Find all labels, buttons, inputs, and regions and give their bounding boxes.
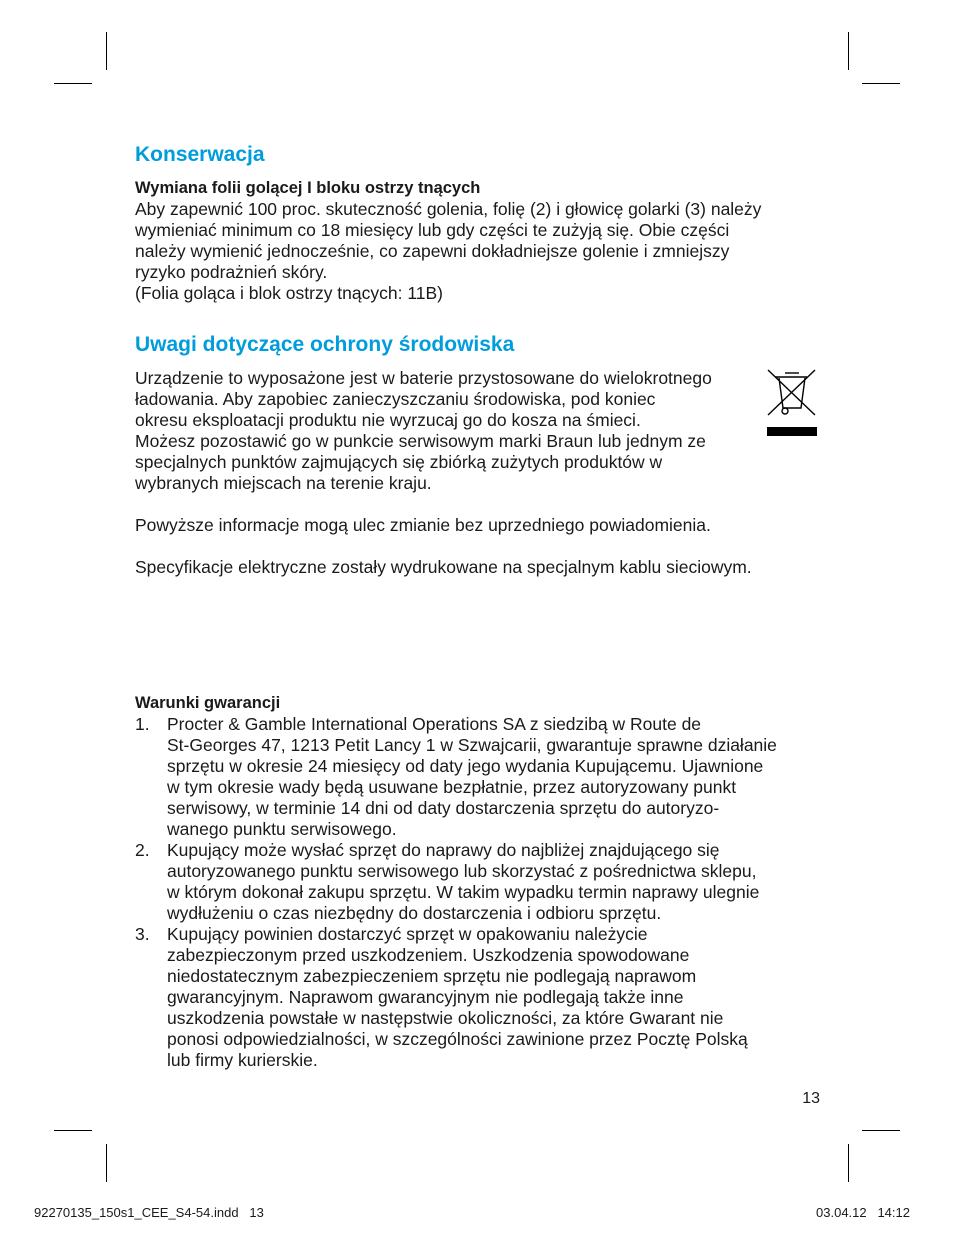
footer-date-info: 03.04.12 14:12 (816, 1205, 910, 1220)
change-notice: Powyższe informacje mogą ulec zmianie bez uprzedniego powiadomienia. (135, 515, 711, 535)
environment-section (135, 330, 825, 578)
warranty-section (135, 693, 825, 1071)
warranty-list (135, 714, 825, 1071)
list-item (135, 840, 825, 924)
crop-mark (862, 1130, 900, 1131)
footer-file-info: 92270135_150s1_CEE_S4-54.indd 13 (34, 1205, 264, 1220)
conservation-section (135, 140, 825, 304)
crop-mark (848, 1144, 849, 1182)
crop-mark (106, 32, 107, 70)
list-item-text: Kupujący powinien dostarczyć sprzęt w opakowaniu należycie zabezpieczonym przed uszkodzeniem. Uszkodzenia spowodowane niedostatecznym zabezpieczeniem sprzętu nie podlegają naprawom gwarancyjnym. Naprawom gwarancyjnym nie podlegają także inne uszkodzenia powstałe w następstwie okoliczności, za które Gwarant nie ponosi odpowiedzialności, w szczególności zawinione przez Pocztę Polską lub firmy kurierskie. (167, 924, 748, 1070)
list-item (135, 924, 825, 1071)
list-item (135, 714, 825, 840)
list-item-text: Procter & Gamble International Operations SA z siedzibą w Route de St-Georges 47, 1213 Petit Lancy 1 w Szwajcarii, gwarantuje sprawne działanie sprzętu w okresie 24 miesięcy od daty jego wydania Kupującemu. Ujawnione w tym okresie wady będą usuwane bezpłatnie, przez autoryzowany punkt serwisowy, w terminie 14 dni od daty dostarczenia sprzętu do autoryzo- wanego punktu serwisowego. (167, 714, 777, 839)
warranty-heading: Warunki gwarancji (135, 694, 281, 712)
crop-mark (848, 32, 849, 70)
page-content (135, 140, 825, 1071)
list-item-number: 1. (135, 714, 150, 734)
crop-mark (54, 1130, 92, 1131)
environment-text: Urządzenie to wyposażone jest w baterie przystosowane do wielokrotnego ładowania. Aby zapobiec zanieczyszczaniu środowiska, pod koniec okresu eksploatacji produktu nie wyrzucaj go do kosza na śmieci. Możesz pozostawić go w punkcie serwisowym marki Braun lub jednym ze specjalnych punktów zajmujących się zbiórką zużytych produktów w wybranych miejscach na terenie kraju. (135, 368, 712, 493)
electrical-specs-note: Specyfikacje elektryczne zostały wydrukowane na specjalnym kablu sieciowym. (135, 557, 752, 577)
list-item-text: Kupujący może wysłać sprzęt do naprawy do najbliżej znajdującego się autoryzowanego punktu serwisowego lub skorzystać z pośrednictwa sklepu, w którym dokonał zakupu sprzętu. W takim wypadku termin naprawy ulegnie wydłużeniu o czas niezbędny do dostarczenia i odbioru sprzętu. (167, 840, 760, 923)
list-item-number: 2. (135, 840, 150, 860)
conservation-heading: Konserwacja (135, 143, 265, 166)
crossed-out-wheelie-bin-icon (765, 368, 819, 445)
environment-heading: Uwagi dotyczące ochrony środowiska (135, 333, 515, 356)
blade-replacement-subheading: Wymiana folii golącej I bloku ostrzy tnących (135, 179, 481, 197)
crop-mark (54, 83, 92, 84)
crop-mark (862, 83, 900, 84)
blade-replacement-text: Aby zapewnić 100 proc. skuteczność golenia, folię (2) i głowicę golarki (3) należy wymieniać minimum co 18 miesięcy lub gdy części te zużyją się. Obie części należy wymienić jednocześnie, co zapewni dokładniejsze golenie i zmniejszy ryzyko podrażnień skóry. (Folia goląca i blok ostrzy tnących: 11B) (135, 199, 762, 303)
crop-mark (106, 1144, 107, 1182)
list-item-number: 3. (135, 924, 150, 944)
page-number: 13 (802, 1090, 820, 1107)
